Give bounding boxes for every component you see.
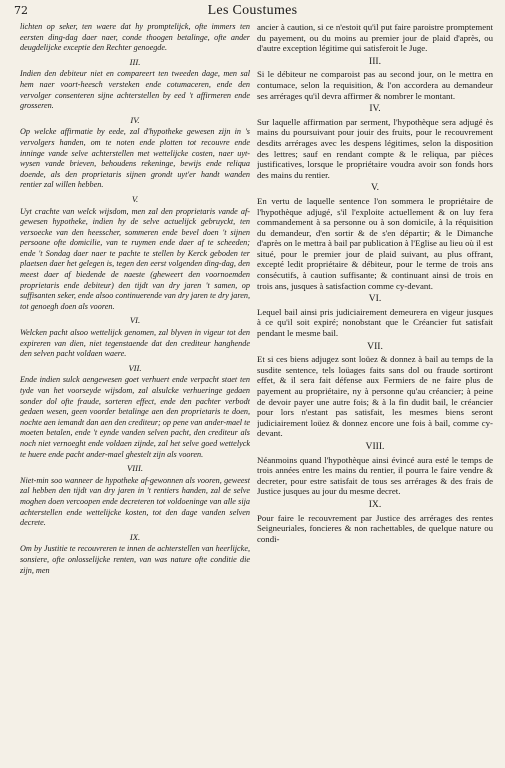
article-text: Om by Justitie te recouvreren te innen de achterstellen van heerlijcke, sonsiere, ofte onlosselijcke renten, van was nature ofte conditie die zijn, men	[20, 544, 250, 575]
article-number: VI.	[129, 315, 141, 326]
french-article-8	[257, 442, 493, 497]
flemish-article-6	[20, 315, 250, 359]
article-number: IV.	[130, 114, 140, 125]
flemish-article-3	[20, 57, 250, 112]
article-text: Ende indien sulck aengewesen goet verhuert ende verpacht staet ten tyde van het voorseyde wijsdom, zal alsulcke verhueringe gedaen sonder dol ofte fraude, sorteren effect, ende den pachter verbodt gedaen wesen, geen voorder betalinge aen den proprietaris te doen, nochte aen iemandt dan aen den crediteur; op pene van ander-mael te moeten betalen, ende 't eynde vanden selven pacht, den crediteur als noch niet vernoeght ende voldaen zijnde, zal het selve goed wettelyck te huere ende pacht ander-mael ghestelt zijn als vooren.	[20, 375, 250, 459]
running-title: Les Coustumes	[207, 3, 298, 18]
article-text: En vertu de laquelle sentence l'on sommera le propriétaire de l'hypothèque adjugé, s'il l'exploite actuellement & on luy fera commandement à sa personne ou à son domicile, à la réquisition du demandeur, d'en sortir & de s'en départir; & le Dimanche d'après on le mettra à bail par publication à l'Eglise au lieu où il est situé, pour le premier jour de plaid suivant, au plus offrant, excepté ledit propriétaire & débiteur, pour le terme de trois ans consécutifs, à caution suffisante; & continuant ainsi de trois en trois ans, jusques à satisfaction comme cy-devant.	[257, 195, 493, 291]
flemish-intro-paragraph: lichten op seker, ten waere dat hy promptelijck, ofte immers ten eersten ding-dag daer naer, conde thoogen betalinge, ofte ander deugdelijcke exceptie den Rechter genoegde.	[20, 22, 250, 53]
article-text: Sur laquelle affirmation par serment, l'hypothèque sera adjugé ès mains du poursuivant pour jouir des fruits, pour le recouvrement desdits arrérages avec les despens légitimes, selon la disposition des lettres; sauf en rendant compte & le reliqua, par pièces justificatives, lorsque le propriétaire voudra avoir son fonds hors des mains du rentier.	[257, 116, 493, 180]
article-text: Si le débiteur ne comparoist pas au second jour, on le mettra en contumace, selon la requisition, & l'on accordera au demandeur ses arrérages qu'il devra affirmer & nombrer le montant.	[257, 69, 493, 101]
page-header	[0, 0, 505, 22]
article-number: III.	[129, 56, 141, 67]
french-article-6	[257, 294, 493, 338]
article-number: VIII.	[365, 440, 385, 452]
french-article-9	[257, 500, 493, 544]
article-number: VII.	[128, 362, 142, 373]
article-number: IX.	[129, 531, 141, 542]
article-number: VII.	[367, 340, 383, 352]
article-number: IV.	[369, 103, 381, 115]
article-number: VI.	[368, 293, 382, 305]
article-number: IX.	[368, 498, 382, 510]
article-text: Welcken pacht alsoo wettelijck genomen, zal blyven in vigeur tot den expireren van dien, niet tegenstaende dat den crediteur hanghende den selven pacht voldaen waere.	[20, 328, 250, 359]
article-number: V.	[131, 193, 139, 204]
article-text: Et si ces biens adjugez sont loüez & donnez à bail au temps de la susdite sentence, tels loüages faits sans dol ou fraude sortiront effet, & il sera fait défense aux Fermiers de ne faire plus de payement au propriétaire, ny à personne qu'au créancier; à peine de devoir payer une autre fois; & à la fin dudit bail, le créancier pour lors n'estant pas satisfait, les mesmes biens seront judiciairement loüez & donnez encore une fois à bail, comme cy-devant.	[257, 354, 493, 439]
flemish-article-7	[20, 363, 250, 460]
page-number: 72	[14, 4, 28, 17]
article-number: VIII.	[127, 463, 143, 474]
french-article-5	[257, 183, 493, 291]
flemish-article-5	[20, 194, 250, 313]
article-text: Niet-min soo wanneer de hypotheke af-gewonnen als vooren, geweest zal hebben den tijdt van dry jaren in 't rentiers handen, zal de selve moghen doen vercoopen ende decreteren tot voldoeninge van alle sija achterstellen ende wettelijcke kosten, tot den dage vanden selven decrete.	[20, 475, 250, 528]
article-text: Pour faire le recouvrement par Justice des arrérages des rentes Seigneuriales, foncieres & non rachettables, de quelque nature ou condi-	[257, 512, 493, 544]
flemish-column	[20, 22, 250, 764]
article-number: III.	[369, 55, 381, 67]
article-number: V.	[370, 182, 380, 194]
flemish-article-4	[20, 115, 250, 191]
flemish-article-9	[20, 532, 250, 576]
article-text: Indien den debiteur niet en compareert ten tweeden dage, men sal hem naer voort-heesch versteken ende cotumaceren, ende den vervolger consenteren sijne achterstellen by eed 't affirmeren ende grosseren.	[20, 69, 250, 111]
french-article-7	[257, 342, 493, 439]
flemish-article-8	[20, 463, 250, 529]
french-column	[257, 22, 493, 764]
french-article-3	[257, 57, 493, 101]
french-intro-paragraph: ancier à caution, si ce n'estoit qu'il put faire paroistre promptement du payement, ou du moins au premier jour de plaid d'après, ou d'autre exception légitime qui satisferoit le Juge.	[257, 22, 493, 54]
french-article-4	[257, 104, 493, 180]
article-text: Op welcke affirmatie by eede, zal d'hypotheke gewesen zijn in 's vervolgers handen, om te noten ende plotten tot recouvre ende inninge vande selve achterstellen met wettelijcke costen, naer uyt-wysen vande brieven, behoudens rekeninge, bewijs ende reliqua doende, als den proprietaris sijnen grondt uyt'er handt wanden rentier zal willen hebben.	[20, 127, 250, 190]
article-text: Uyt crachte van welck wijsdom, men zal den proprietaris vande af-gewesen hypotheke, indien hy de selve actuelijck gebruyckt, ten versoecke van den heesscher, sommeren ende bevel doen 't sijnen persoone ofte domicilie, van te ruymen ende daer af te scheeden; ende 't Sondag daer naer te pachte te stellen by Kerck geboden ter plaetsen daer het gelegen is, tegen den eerst volgenden ding-dag, den meest daer af biedende de naeste (gheweert den voornoemden proprietaris ende debiteur) den tijdt van dry jaren 't samen, op suffisanten seker, ende alsoo continuerende van dry jaren te dry jaren, tot genoegh doen als vooren.	[20, 206, 250, 311]
article-text: Lequel bail ainsi pris judiciairement demeurera en vigeur jusques à ce qu'il soit expiré; nonobstant que le Créancier fut satisfait pendant le mesme bail.	[257, 306, 493, 339]
article-text: Néanmoins quand l'hypothèque ainsi évincé aura esté le temps de trois années entre les mains du rentier, il pourra le faire vendre & decreter, pour estre satisfait de tous ses arrérages & des frais de Justice jusques au jour du mesme decret.	[257, 454, 493, 497]
